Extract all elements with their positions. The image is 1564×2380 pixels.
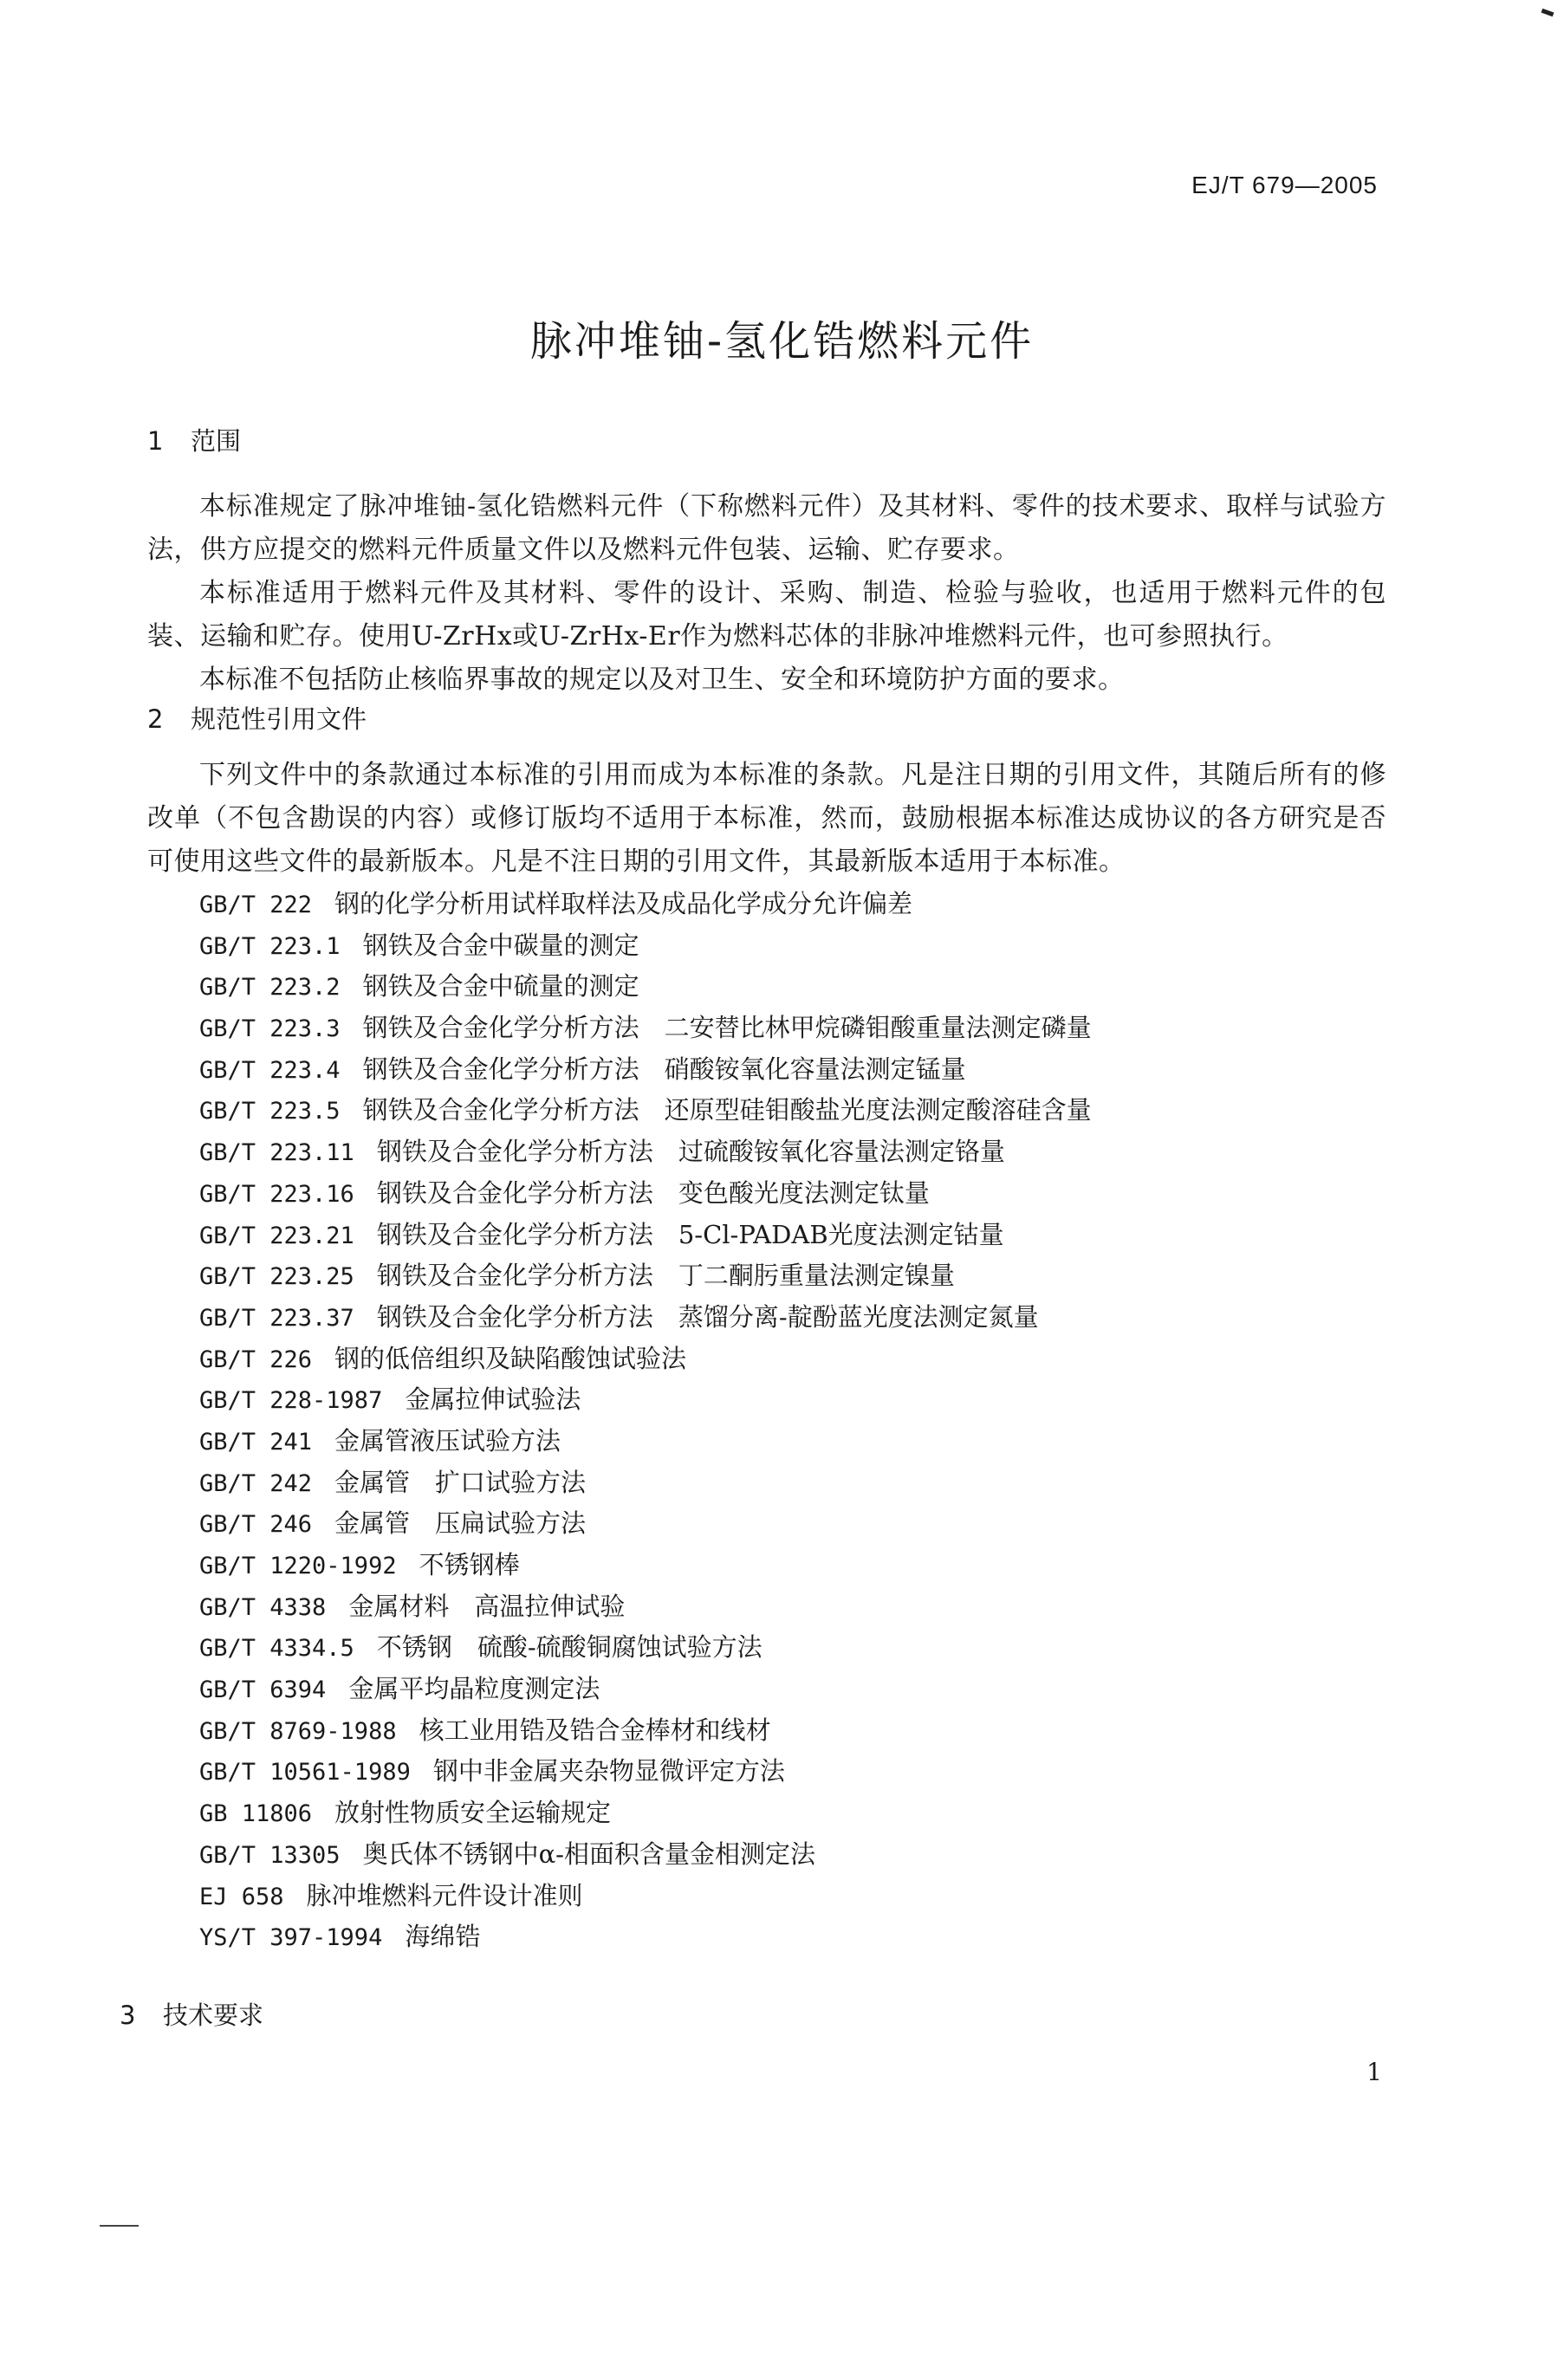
reference-title: 钢铁及合金中硫量的测定 [362,971,639,1002]
section-title: 技术要求 [163,2001,264,2030]
reference-title: 放射性物质安全运输规定 [334,1798,612,1828]
reference-item [199,966,1092,1008]
reference-code: GB/T 223.2 [199,974,341,1002]
section-number: 2 [147,704,164,734]
reference-title: 不锈钢 硫酸-硫酸铜腐蚀试验方法 [376,1632,763,1663]
reference-title: 钢铁及合金中碳量的测定 [362,930,639,960]
reference-code: GB/T 1220-1992 [199,1553,397,1579]
reference-title: 钢铁及合金化学分析方法 过硫酸铵氧化容量法测定铬量 [376,1137,1005,1167]
reference-title: 钢铁及合金化学分析方法 变色酸光度法测定钛量 [376,1177,930,1208]
reference-item [199,1339,1092,1380]
reference-code: GB 11806 [199,1800,313,1828]
reference-code: GB/T 223.16 [199,1180,354,1208]
reference-title: 钢的化学分析用试样取样法及成品化学成分允许偏差 [334,889,913,918]
reference-title: 钢的低倍组织及缺陷酸蚀试验法 [334,1343,687,1373]
section-number: 3 [120,2001,136,2030]
reference-item [199,1132,1092,1173]
reference-item [199,925,1092,967]
reference-title: 钢铁及合金化学分析方法 5-Cl-PADAB光度法测定钴量 [376,1219,1004,1249]
reference-code: GB/T 223.1 [199,932,341,960]
reference-title: 金属管 扩口试验方法 [334,1467,587,1497]
section-number: 1 [147,426,164,456]
scan-mark [100,2225,139,2227]
section-title: 规范性引用文件 [191,704,367,734]
paragraph: 本标准规定了脉冲堆铀-氢化锆燃料元件（下称燃料元件）及其材料、零件的技术要求、取样与试验方法，供方应提交的燃料元件质量文件以及燃料元件包装、运输、贮存要求。 [147,491,1386,565]
section-heading-1 [147,422,241,457]
reference-title: 钢铁及合金化学分析方法 蒸馏分离-靛酚蓝光度法测定氮量 [376,1301,1039,1332]
reference-title: 金属拉伸试验法 [405,1385,581,1415]
scan-mark [1541,9,1554,16]
reference-title: 金属管液压试验方法 [334,1425,561,1456]
reference-code: GB/T 13305 [199,1841,341,1869]
reference-item [199,1090,1092,1132]
reference-code: EJ 658 [199,1883,284,1910]
section-heading-3 [120,1996,263,2032]
reference-code: GB/T 8769-1988 [199,1717,397,1745]
page-number: 1 [1366,2058,1382,2086]
reference-code: GB/T 223.4 [199,1056,341,1084]
reference-item [199,1669,1092,1710]
reference-item [199,1008,1092,1049]
reference-code: GB/T 241 [199,1428,313,1456]
reference-code: GB/T 6394 [199,1676,327,1704]
reference-item [199,1255,1092,1297]
reference-code: GB/T 223.37 [199,1304,354,1332]
paragraph: 本标准不包括防止核临界事故的规定以及对卫生、安全和环境防护方面的要求。 [199,665,1125,695]
reference-code: GB/T 223.5 [199,1098,341,1125]
reference-item [199,1049,1092,1091]
reference-item [199,1215,1092,1256]
page-title: 脉冲堆铀-氢化锆燃料元件 [529,317,1035,366]
reference-code: GB/T 10561-1989 [199,1759,411,1787]
reference-title: 金属管 压扁试验方法 [334,1508,587,1539]
reference-title: 钢铁及合金化学分析方法 还原型硅钼酸盐光度法测定酸溶硅含量 [362,1095,1092,1125]
reference-item [199,1710,1092,1752]
reference-item [199,1379,1092,1421]
reference-item [199,1586,1092,1628]
reference-title: 钢铁及合金化学分析方法 硝酸铵氧化容量法测定锰量 [362,1054,966,1084]
reference-title: 脉冲堆燃料元件设计准则 [306,1880,583,1910]
reference-title: 不锈钢棒 [419,1550,520,1579]
reference-item [199,1462,1092,1504]
reference-title: 钢铁及合金化学分析方法 二安替比林甲烷磷钼酸重量法测定磷量 [362,1013,1092,1043]
paragraph: 本标准适用于燃料元件及其材料、零件的设计、采购、制造、检验与验收，也适用于燃料元件的包装、运输和贮存。使用U-ZrHx或U-ZrHx-Er作为燃料芯体的非脉冲堆燃料元件，也可参照执行。 [147,578,1386,652]
reference-item [199,1916,1092,1958]
reference-item [199,1297,1092,1339]
reference-code: GB/T 4338 [199,1593,327,1621]
standard-code: EJ/T 679—2005 [1191,172,1378,198]
reference-item [199,1751,1092,1793]
reference-title: 钢铁及合金化学分析方法 丁二酮肟重量法测定镍量 [376,1261,955,1291]
reference-title: 海绵锆 [405,1922,481,1952]
reference-code: GB/T 4334.5 [199,1635,354,1663]
reference-code: GB/T 242 [199,1469,313,1497]
reference-code: GB/T 223.21 [199,1222,354,1249]
reference-item [199,1173,1092,1215]
section-title: 范围 [191,426,242,456]
paragraph: 下列文件中的条款通过本标准的引用而成为本标准的条款。凡是注日期的引用文件，其随后所有的修改单（不包含勘误的内容）或修订版均不适用于本标准，然而，鼓励根据本标准达成协议的各方研究是否可使用这些文件的最新版本。凡是不注日期的引用文件，其最新版本适用于本标准。 [147,760,1386,877]
reference-item [199,1793,1092,1834]
reference-title: 金属平均晶粒度测定法 [348,1674,600,1704]
reference-code: GB/T 223.25 [199,1263,354,1291]
reference-item [199,1545,1092,1586]
reference-code: GB/T 222 [199,892,313,918]
reference-list [199,884,1092,1958]
reference-title: 钢中非金属夹杂物显微评定方法 [432,1756,785,1787]
reference-code: YS/T 397-1994 [199,1924,383,1952]
reference-title: 奥氏体不锈钢中α-相面积含量金相测定法 [362,1839,815,1869]
reference-item [199,1834,1092,1876]
reference-item [199,1421,1092,1462]
reference-item [199,1627,1092,1669]
reference-item [199,884,1092,925]
reference-title: 核工业用锆及锆合金棒材和线材 [419,1715,771,1745]
reference-code: GB/T 223.3 [199,1015,341,1043]
reference-item [199,1503,1092,1545]
reference-code: GB/T 246 [199,1511,313,1539]
reference-item [199,1876,1092,1917]
reference-code: GB/T 223.11 [199,1139,354,1167]
reference-code: GB/T 226 [199,1346,313,1373]
section-heading-2 [147,700,367,736]
reference-code: GB/T 228-1987 [199,1387,383,1415]
reference-title: 金属材料 高温拉伸试验 [348,1591,626,1621]
